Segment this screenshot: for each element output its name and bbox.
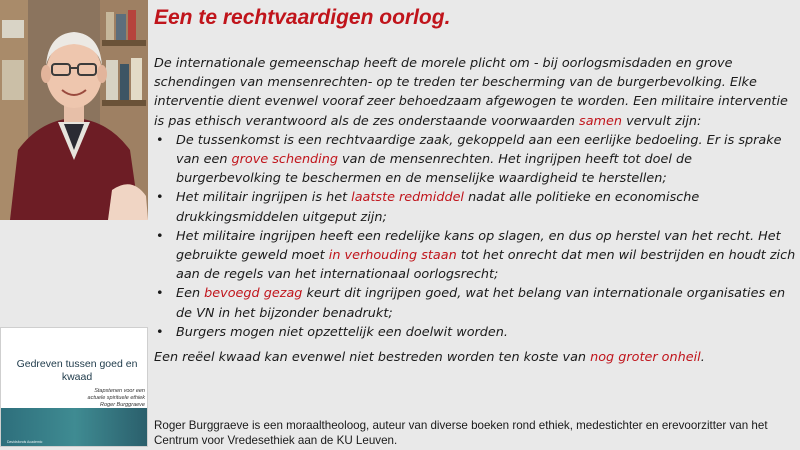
condition-highlight: laatste redmiddel (351, 190, 464, 206)
conclusion-text-end: . (700, 350, 705, 366)
book-title: Gedreven tussen goed en kwaad (16, 358, 138, 383)
condition-item (154, 131, 796, 189)
condition-text-end: tot het onrecht dat men wil bestrijden en houdt zich aan de regels van het internationaal oorlogsrecht; (176, 248, 796, 283)
author-photo (0, 0, 148, 220)
bullet-symbol: • (156, 286, 164, 302)
intro-text: De internationale gemeenschap heeft de morele plicht om - bij oorlogsmisdaden en grove schendingen van mensenrechten- op te treden ter bescherming van de burgerbevolking. Elke interventie dient evenwel vooraf zeer behoedzaam afgewogen te worden. Een militaire interventie is pas ethisch verantwoord als de zes onderstaande voorwaarden (154, 56, 788, 129)
book-subtitle (5, 388, 145, 409)
author-bio: Roger Burggraeve is een moraaltheoloog, auteur van diverse boeken rond ethiek, medestichter en erevoorzitter van het Centrum voor Vredesethiek aan de KU Leuven. (154, 419, 768, 447)
conditions-list (154, 131, 796, 342)
bullet-symbol: • (156, 324, 164, 340)
condition-item (154, 323, 796, 342)
conclusion-paragraph (154, 348, 796, 367)
condition-text: Burgers mogen niet opzettelijk een doelwit worden. (176, 324, 508, 340)
condition-highlight: bevoegd gezag (204, 286, 303, 302)
conclusion-text: Een reëel kwaad kan evenwel niet bestreden worden ten koste van (154, 350, 591, 366)
book-subtitle-line-1: Stapstenen voor een (94, 388, 145, 394)
book-publisher: Davidsfonds Academic (7, 440, 43, 444)
book-cover-band (1, 408, 148, 447)
bullet-symbol: • (156, 228, 164, 244)
slide-title: Een te rechtvaardigen oorlog. (154, 6, 451, 29)
condition-text-end: van de mensenrechten. Het ingrijpen heeft tot doel de burgerbevolking te beschermen en de menselijke waardigheid te herstellen; (176, 152, 692, 187)
condition-text: Het militaire ingrijpen heeft een redelijke kans op slagen, en dus op herstel van het recht. Het gebruikte geweld moet (176, 228, 781, 264)
condition-item (154, 227, 796, 285)
condition-text: De tussenkomst is een rechtvaardige zaak, gekoppeld aan een eerlijke bedoeling. Er is sprake van een (176, 132, 782, 168)
condition-highlight: in verhouding staan (328, 248, 457, 264)
book-cover (0, 327, 148, 447)
condition-text: Een (176, 286, 205, 302)
condition-item (154, 284, 796, 322)
intro-paragraph (154, 54, 796, 131)
slide-body (154, 54, 796, 367)
book-author: Roger Burggraeve (100, 402, 145, 408)
bullet-symbol: • (156, 190, 164, 206)
book-subtitle-line-2: actuele spirituele ethiek (87, 395, 145, 401)
intro-text-end: vervult zijn: (622, 113, 702, 129)
bullet-symbol: • (156, 132, 164, 148)
condition-highlight: grove schending (231, 152, 338, 168)
intro-highlight: samen (579, 113, 622, 129)
conclusion-highlight: nog groter onheil (590, 350, 701, 366)
condition-text-end: keurt dit ingrijpen goed, wat het belang van internationale organisaties en de VN in het bijzonder benadrukt; (176, 286, 786, 321)
condition-item (154, 188, 796, 226)
condition-text-end: nadat alle politieke en economische drukkingsmiddelen uitgeput zijn; (176, 190, 700, 225)
condition-text: Het militair ingrijpen is het (176, 190, 352, 206)
